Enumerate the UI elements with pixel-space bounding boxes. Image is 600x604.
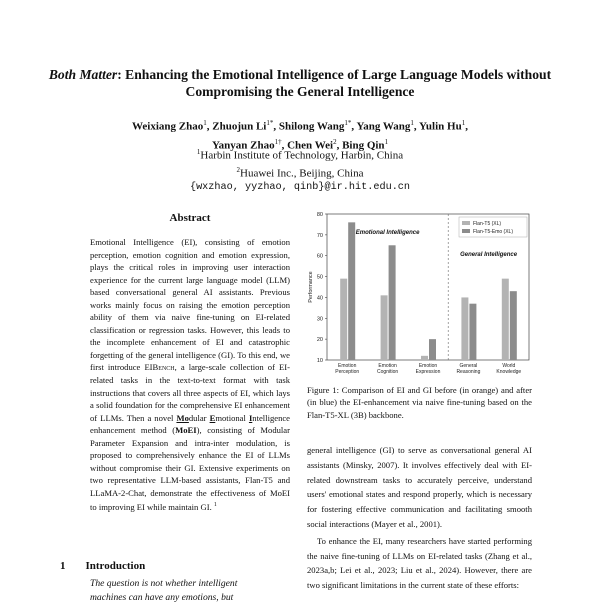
- abstract-eibench: EIBench: [144, 362, 175, 373]
- x-tick-label: Emotion: [418, 363, 438, 369]
- author-name: Chen Wei: [287, 139, 334, 152]
- author-name: Zhuojun Li: [212, 120, 267, 133]
- bar-flan-t5: [381, 295, 388, 360]
- paragraph-2: To enhance the EI, many researchers have started performing the naive fine-tuning of LLMs on EI-related tasks (Zhang et al., 2023a,b; Lei et al., 2023; Liu et al., 2024). However, there are two significant limitations in the current state of these efforts:: [307, 535, 532, 591]
- author-affiliation-mark: 1*: [344, 119, 352, 127]
- x-tick-label: Cognition: [377, 369, 399, 375]
- abstract-heading: Abstract: [169, 212, 211, 224]
- affiliation-2-mark: 2: [236, 166, 241, 175]
- x-tick-label: World: [502, 363, 516, 369]
- affiliation-2: [60, 163, 540, 181]
- affiliation-1: [60, 145, 540, 163]
- y-tick-label: 30: [316, 316, 323, 323]
- author-affiliation-mark: 1†: [274, 137, 282, 146]
- author-line-1: Weixiang Zhao$^1$, Zhuojun $Li^{1*}$, Shilong Wang$^{1*}$, Yang Wang$^1$, Yulin Hu$^1$,: [132, 119, 468, 133]
- affiliation-1-mark: 1: [196, 148, 201, 156]
- bar-flan-t5-emo: [510, 291, 517, 360]
- x-tick-label: Reasoning: [456, 369, 481, 375]
- bar-flan-t5: [461, 297, 468, 360]
- abstract-part-a: Emotional Intelligence (EI), consisting of emotion perception, emotion cognition and emotion expression, plays the critical roles in improving user interaction experience for the current large language model (LLM) based conversational general AI assistants. Previous works mainly focus on raising the emotion perception ability of them via naive fine-tuning on EI-related classification or regression tasks. However, this leads to the incomplete enhancement of EI and catastrophic forgetting of the general intelligence (GI). To this end, we first introduce: [90, 237, 290, 373]
- legend-label: Flan-T5-Emo (XL): [473, 229, 514, 235]
- abstract-acronym-mo: Mo: [176, 412, 189, 423]
- y-tick-label: 10: [316, 358, 323, 364]
- author-name: Yang Wang: [356, 120, 411, 133]
- bar-flan-t5-emo: [348, 222, 355, 360]
- bar-flan-t5-emo: [389, 245, 396, 360]
- bar-flan-t5: [502, 279, 509, 360]
- abstract-acronym-i: I: [248, 412, 253, 423]
- abstract-part-c: ), consisting of Modular Parameter Expansion and intra-inter modulation, is proposed to comprehensively enhance the EI of LLMs without compromise their GI. Extensive experiments on two representative LLM-based assistants, Flan-T5 and LLaMA-2-Chat, demonstrate the effectiveness of MoEI to improving EI while maintain GI.: [90, 425, 290, 513]
- affiliations: [60, 145, 540, 196]
- abstract-moei: MoEI: [175, 425, 197, 436]
- author-affiliation-mark: 1: [461, 119, 466, 127]
- intro-heading: [60, 560, 165, 572]
- author-name: Shilong Wang: [278, 120, 345, 133]
- abstract-acronym-e: E: [209, 412, 216, 423]
- abstract-footnote-mark: 1: [213, 502, 217, 509]
- author-name: Weixiang Zhao: [132, 120, 204, 133]
- bar-flan-t5: [421, 356, 428, 360]
- author-affiliation-mark: 1: [410, 119, 414, 127]
- x-tick-label: Expression: [415, 369, 441, 375]
- x-tick-label: Emotion: [378, 363, 397, 369]
- author-email: {wxzhao, yyzhao, qinb}@ir.hit.edu.cn: [189, 182, 411, 194]
- intro-quote-line-1: The question is not whether intelligent: [90, 578, 238, 589]
- y-tick-label: 20: [316, 337, 323, 344]
- x-tick-label: Perception: [335, 369, 360, 375]
- abstract-part-b: , a large-scale collection of EI-related tasks in the text-to-text format with task instructions that covers all three aspects of EI, which lays a solid foundation for the comprehensive EI enhancement of LLMs. Then a novel: [90, 362, 291, 423]
- bar-flan-t5-emo: [469, 304, 476, 360]
- y-tick-label: 80: [316, 212, 323, 218]
- figure-1: [305, 206, 535, 378]
- author-line-2: Yanyan Zhao$^{1\dagger}$, Chen Wei$^2$, Bing Qin$^1$: [211, 137, 389, 152]
- x-tick-label: Knowledge: [496, 369, 522, 375]
- author-name: Yulin Hu: [419, 120, 462, 133]
- author-name: Bing Qin: [342, 139, 385, 152]
- bar-flan-t5-emo: [429, 339, 436, 360]
- author-affiliation-mark: 1: [384, 137, 389, 146]
- legend-swatch: [462, 221, 470, 225]
- abstract-word-dular: dular: [188, 412, 210, 423]
- group-label-emotional-intelligence: Emotional Intelligence: [355, 230, 420, 236]
- x-tick-label: Emotion: [338, 363, 357, 369]
- y-tick-label: 70: [316, 232, 323, 239]
- x-tick-label: General: [459, 363, 478, 369]
- intro-section-title: Introduction: [85, 560, 146, 572]
- legend-label: Flan-T5 (XL): [473, 221, 502, 227]
- paper-title: [40, 66, 560, 100]
- abstract-word-ntelligence: ntelligence enhancement method (: [90, 412, 290, 436]
- comparison-bar-chart: [305, 206, 535, 378]
- group-label-general-intelligence: General Intelligence: [460, 252, 518, 258]
- paper-title-italic: Both Matter: [48, 67, 118, 82]
- author-affiliation-mark: 1*: [266, 119, 274, 127]
- paper-title-rest: : Enhancing the Emotional Intelligence of Large Language Models without Compromising the General Intelligence: [117, 67, 552, 99]
- author-affiliation-mark: 1: [203, 119, 207, 127]
- y-axis-label: Performance: [308, 271, 314, 303]
- abstract-word-motional: motional: [215, 412, 249, 423]
- abstract-text: [90, 236, 290, 514]
- intro-section-number: 1: [60, 560, 66, 572]
- paragraph-1: general intelligence (GI) to serve as conversational general AI assistants (Minsky, 2007). It involves effectively deal with EI-related downstream tasks to accurately perceive, understand users' emotional states and respond properly, which is necessary for fostering effective communication and facilitating smooth social interactions (Mayer et al., 2001).: [307, 445, 532, 529]
- y-tick-label: 50: [316, 274, 323, 281]
- affiliation-2-text: Huawei Inc., Beijing, China: [240, 167, 364, 180]
- author-name: Yanyan Zhao: [211, 139, 275, 152]
- author-affiliation-mark: 2: [333, 137, 337, 146]
- legend-swatch: [462, 229, 470, 233]
- body-text-right-column: [307, 443, 532, 593]
- affiliation-1-text: Harbin Institute of Technology, Harbin, China: [200, 149, 404, 162]
- bar-flan-t5: [340, 279, 347, 360]
- y-tick-label: 60: [316, 253, 323, 260]
- y-tick-label: 40: [316, 295, 323, 302]
- intro-quote-line-2: machines can have any emotions, but: [90, 592, 234, 603]
- figure-caption: Figure 1: Comparison of EI and GI before (in orange) and after (in blue) the EI-enhancement via naive fine-tuning based on the Flan-T5-XL (3B) backbone.: [307, 385, 532, 420]
